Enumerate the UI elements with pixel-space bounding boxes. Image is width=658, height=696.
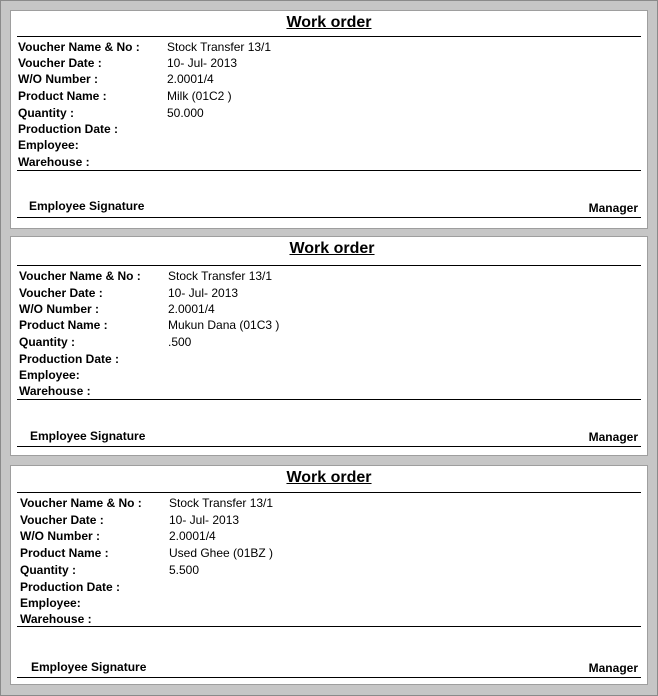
production-date-label: Production Date : <box>20 580 121 594</box>
voucher-name-row <box>18 40 518 56</box>
fields-divider <box>17 170 641 171</box>
voucher-date-label: Voucher Date : <box>20 513 104 527</box>
wo-number-label: W/O Number : <box>19 302 99 316</box>
voucher-date-label: Voucher Date : <box>19 286 103 300</box>
production-date-label: Production Date : <box>19 352 120 366</box>
voucher-name-row <box>20 496 520 512</box>
voucher-date-row <box>20 513 520 529</box>
voucher-name-label: Voucher Name & No : <box>18 40 140 54</box>
title-divider <box>17 36 641 37</box>
voucher-date-label: Voucher Date : <box>18 56 102 70</box>
wo-number-value: 2.0001/4 <box>167 72 214 86</box>
warehouse-label: Warehouse : <box>19 384 91 398</box>
voucher-date-value: 10- Jul- 2013 <box>168 286 239 300</box>
employee-label: Employee: <box>19 368 80 382</box>
voucher-name-value: Stock Transfer 13/1 <box>169 496 274 510</box>
warehouse-label: Warehouse : <box>18 155 90 169</box>
product-name-label: Product Name : <box>19 318 108 332</box>
product-name-row <box>19 318 519 334</box>
quantity-value: .500 <box>168 335 192 349</box>
voucher-name-row <box>19 269 519 285</box>
signature-divider <box>17 677 641 678</box>
wo-number-row <box>20 529 520 545</box>
product-name-value: Milk (01C2 ) <box>167 89 232 103</box>
production-date-row <box>20 580 520 596</box>
employee-signature-label: Employee Signature <box>29 199 145 213</box>
quantity-label: Quantity : <box>20 563 76 577</box>
voucher-date-row <box>19 286 519 302</box>
employee-row <box>18 138 518 154</box>
employee-row <box>20 596 520 612</box>
voucher-name-value: Stock Transfer 13/1 <box>168 269 273 283</box>
product-name-value: Mukun Dana (01C3 ) <box>168 318 280 332</box>
voucher-name-value: Stock Transfer 13/1 <box>167 40 272 54</box>
fields-divider <box>17 626 641 627</box>
voucher-name-label: Voucher Name & No : <box>20 496 142 510</box>
signature-divider <box>17 217 641 218</box>
wo-number-label: W/O Number : <box>18 72 98 86</box>
voucher-date-row <box>18 56 518 72</box>
quantity-row <box>20 563 520 579</box>
wo-number-row <box>18 72 518 88</box>
production-date-row <box>19 352 519 368</box>
wo-number-value: 2.0001/4 <box>169 529 216 543</box>
production-date-row <box>18 122 518 138</box>
manager-signature-label: Manager <box>588 430 638 444</box>
title-divider <box>17 265 641 266</box>
wo-number-row <box>19 302 519 318</box>
work-order-title: Work order <box>286 469 372 486</box>
product-name-row <box>20 546 520 562</box>
employee-signature-label: Employee Signature <box>30 429 146 443</box>
fields-divider <box>17 399 641 400</box>
voucher-date-value: 10- Jul- 2013 <box>169 513 240 527</box>
production-date-label: Production Date : <box>18 122 119 136</box>
warehouse-row <box>18 155 518 171</box>
quantity-value: 5.500 <box>169 563 200 577</box>
employee-signature-label: Employee Signature <box>31 660 147 674</box>
manager-signature-label: Manager <box>588 661 638 675</box>
employee-row <box>19 368 519 384</box>
quantity-row <box>18 106 518 122</box>
quantity-row <box>19 335 519 351</box>
product-name-value: Used Ghee (01BZ ) <box>169 546 274 560</box>
manager-signature-label: Manager <box>588 201 638 215</box>
work-order-title: Work order <box>289 240 375 257</box>
product-name-label: Product Name : <box>18 89 107 103</box>
product-name-row <box>18 89 518 105</box>
work-order-card <box>10 236 648 456</box>
wo-number-label: W/O Number : <box>20 529 100 543</box>
product-name-label: Product Name : <box>20 546 109 560</box>
voucher-name-label: Voucher Name & No : <box>19 269 141 283</box>
signature-divider <box>17 446 641 447</box>
quantity-value: 50.000 <box>167 106 204 120</box>
title-divider <box>17 492 641 493</box>
work-order-card <box>10 465 648 685</box>
wo-number-value: 2.0001/4 <box>168 302 215 316</box>
warehouse-row <box>19 384 519 400</box>
employee-label: Employee: <box>18 138 79 152</box>
warehouse-label: Warehouse : <box>20 612 92 626</box>
voucher-date-value: 10- Jul- 2013 <box>167 56 238 70</box>
employee-label: Employee: <box>20 596 81 610</box>
quantity-label: Quantity : <box>19 335 75 349</box>
work-order-card <box>10 10 648 229</box>
work-order-title: Work order <box>286 14 372 31</box>
quantity-label: Quantity : <box>18 106 74 120</box>
